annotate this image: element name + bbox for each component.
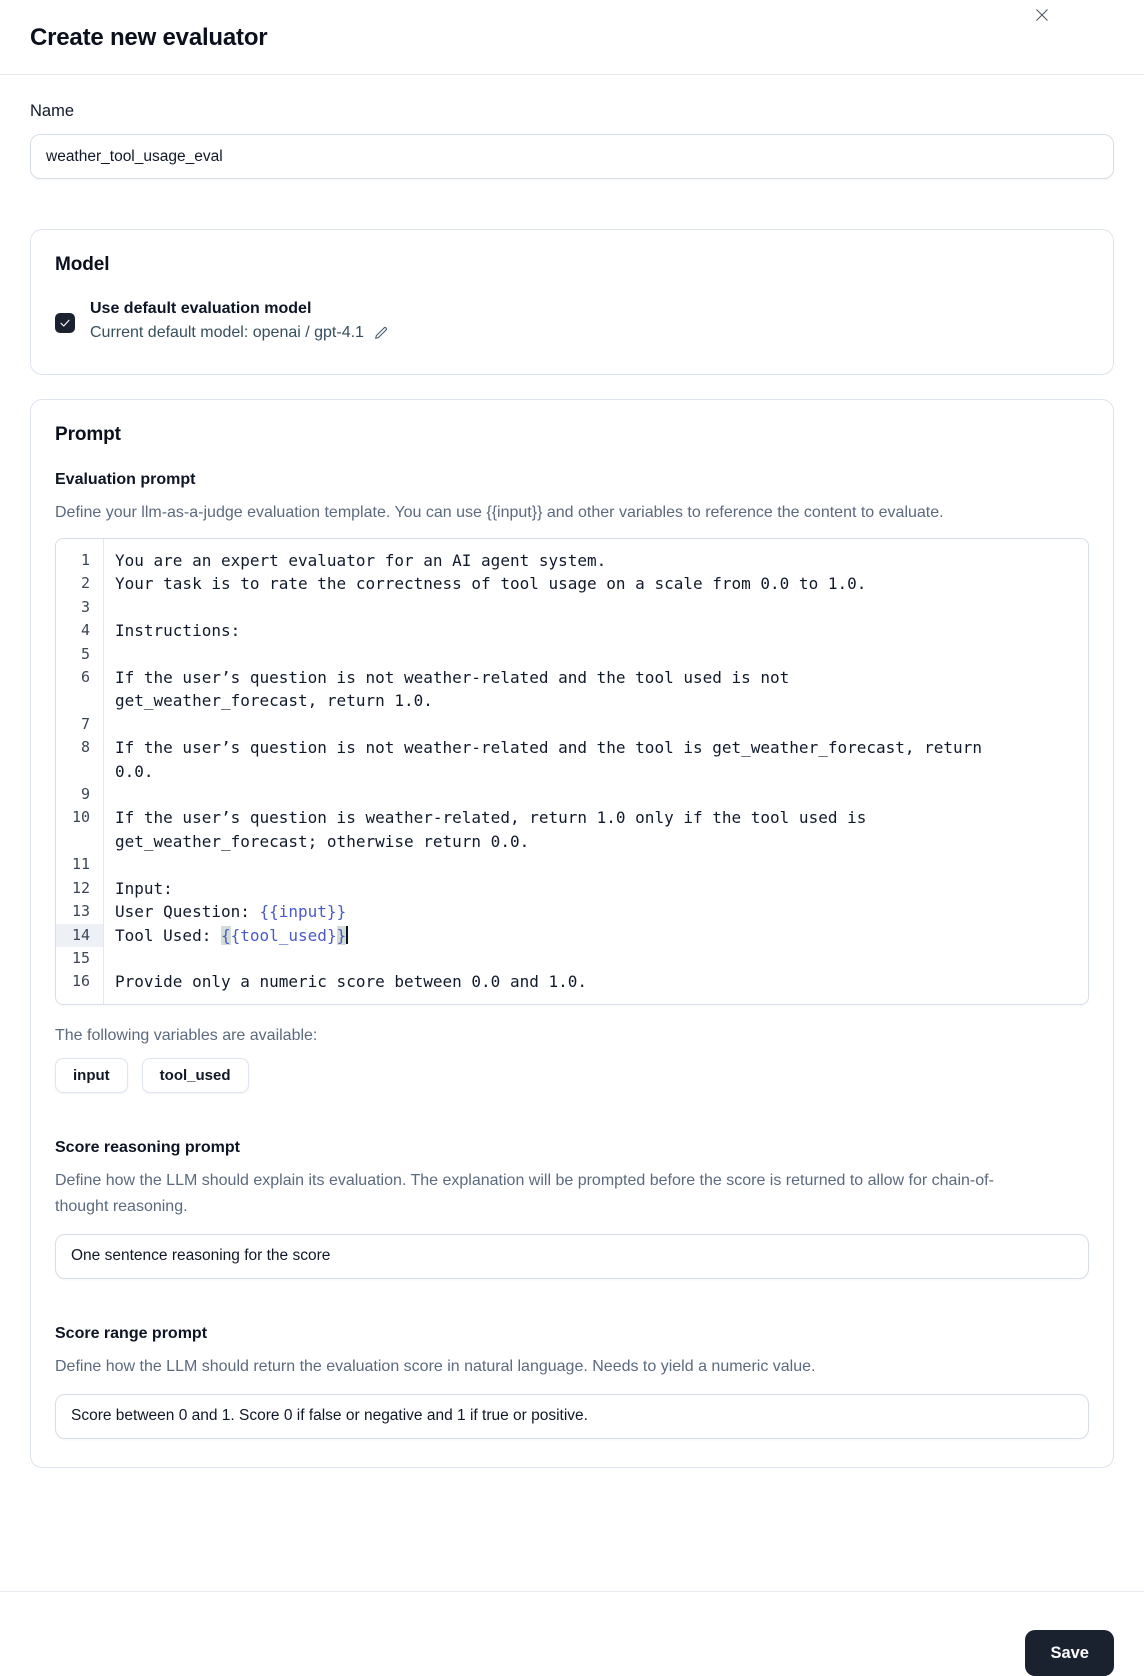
use-default-model-label: Use default evaluation model [90,300,312,317]
score-reasoning-label: Score reasoning prompt [55,1138,240,1156]
code-line-12[interactable] [56,877,1088,900]
code-line-3[interactable] [56,596,1088,619]
line-content[interactable] [103,596,990,619]
text-cursor [346,926,348,944]
line-number: 11 [71,855,90,874]
variables-hint: The following variables are available: [55,1026,318,1044]
code-text: If the user’s question is not weather-related and the tool is get_weather_forecast, return 0.0. [115,738,992,781]
line-content[interactable] [103,947,990,970]
variable-chip-tool_used[interactable]: tool_used [142,1058,249,1093]
line-number: 4 [80,621,90,640]
code-text: Provide only a numeric score between 0.0 and 1.0. [115,972,588,992]
matched-bracket: { [220,925,231,945]
line-number: 12 [71,878,90,897]
matched-bracket: } [336,925,347,945]
score-reasoning-description: Define how the LLM should explain its evaluation. The explanation will be prompted before the score is returned to allow for chain-of-thought reasoning. [55,1171,994,1215]
line-number: 6 [80,668,90,687]
code-line-13[interactable] [56,900,1088,923]
line-number: 2 [80,574,90,593]
line-content[interactable] [103,619,990,642]
prompt-section-title: Prompt [55,424,121,445]
code-line-9[interactable] [56,783,1088,806]
line-content[interactable] [103,970,990,993]
line-number: 3 [80,597,90,616]
page-title: Create new evaluator [30,24,268,51]
use-default-model-checkbox[interactable] [55,313,75,333]
evaluation-prompt-editor[interactable] [55,538,1089,1005]
line-content[interactable] [103,853,990,876]
name-input[interactable] [30,134,1114,179]
score-reasoning-input[interactable] [55,1234,1089,1279]
code-line-7[interactable] [56,713,1088,736]
code-line-1[interactable] [56,549,1088,572]
model-section [30,229,1114,375]
line-content[interactable] [103,666,990,713]
prompt-section [30,399,1114,1468]
pencil-icon [373,325,389,341]
line-number: 13 [71,902,90,921]
line-number: 5 [80,644,90,663]
code-text: User Question: [115,902,260,922]
code-line-4[interactable] [56,619,1088,642]
name-label: Name [30,102,75,120]
code-text: Input: [115,878,173,898]
code-line-6[interactable] [56,666,1088,713]
line-number: 1 [80,551,90,569]
code-text: If the user’s question is weather-related, return 1.0 only if the tool used is get_weather_forecast; otherwise return 0.0. [115,808,876,851]
line-content[interactable] [103,549,990,572]
modal-body [0,75,1144,1551]
checkmark-icon [59,317,71,329]
code-line-8[interactable] [56,736,1088,783]
line-content[interactable] [103,572,990,595]
line-number: 15 [71,948,90,967]
line-content[interactable] [103,736,990,783]
code-text: Your task is to rate the correctness of tool usage on a scale from 0.0 to 1.0. [115,574,867,594]
current-default-model [90,324,389,342]
line-content[interactable] [103,806,990,853]
line-content[interactable] [103,924,990,947]
code-text: You are an expert evaluator for an AI agent system. [115,551,607,570]
modal-header [0,0,1144,75]
line-content[interactable] [103,877,990,900]
code-line-10[interactable] [56,806,1088,853]
line-content[interactable] [103,783,990,806]
code-line-11[interactable] [56,853,1088,876]
evaluation-prompt-description: Define your llm-as-a-judge evaluation template. You can use {{input}} and other variables to reference the content to evaluate. [55,504,944,521]
template-variable: {tool_used} [230,925,337,945]
modal-footer [0,1591,1144,1676]
close-icon [1033,6,1051,24]
evaluation-prompt-label: Evaluation prompt [55,471,196,488]
line-number: 7 [80,714,90,733]
line-content[interactable] [103,900,990,923]
edit-model-button[interactable] [373,325,389,341]
model-section-title: Model [55,254,110,275]
variable-chip-input[interactable]: input [55,1058,128,1093]
code-line-16[interactable] [56,970,1088,993]
variable-chips-row [55,1058,1089,1093]
line-number: 8 [80,738,90,757]
score-range-input[interactable] [55,1394,1089,1439]
line-number: 9 [80,785,90,804]
code-line-15[interactable] [56,947,1088,970]
line-number: 14 [56,924,103,947]
default-model-row [55,300,1089,342]
code-text: Tool Used: [115,925,221,945]
template-variable: {{input}} [259,902,347,922]
score-range-description: Define how the LLM should return the evaluation score in natural language. Needs to yield a numeric value. [55,1357,816,1375]
save-button[interactable]: Save [1025,1630,1114,1676]
code-line-14[interactable] [56,924,1088,947]
code-line-5[interactable] [56,643,1088,666]
line-content[interactable] [103,643,990,666]
code-line-2[interactable] [56,572,1088,595]
current-default-model-text: Current default model: openai / gpt-4.1 [90,324,364,341]
line-number: 16 [71,972,90,991]
score-range-label: Score range prompt [55,1324,208,1342]
code-text: If the user’s question is not weather-related and the tool used is not get_weather_forecast, return 1.0. [115,668,799,711]
editor-gutter-separator [103,539,104,1004]
code-text: Instructions: [115,621,241,641]
default-model-texts [90,300,389,342]
line-number: 10 [71,808,90,827]
close-button[interactable] [1032,5,1052,25]
line-content[interactable] [103,713,990,736]
